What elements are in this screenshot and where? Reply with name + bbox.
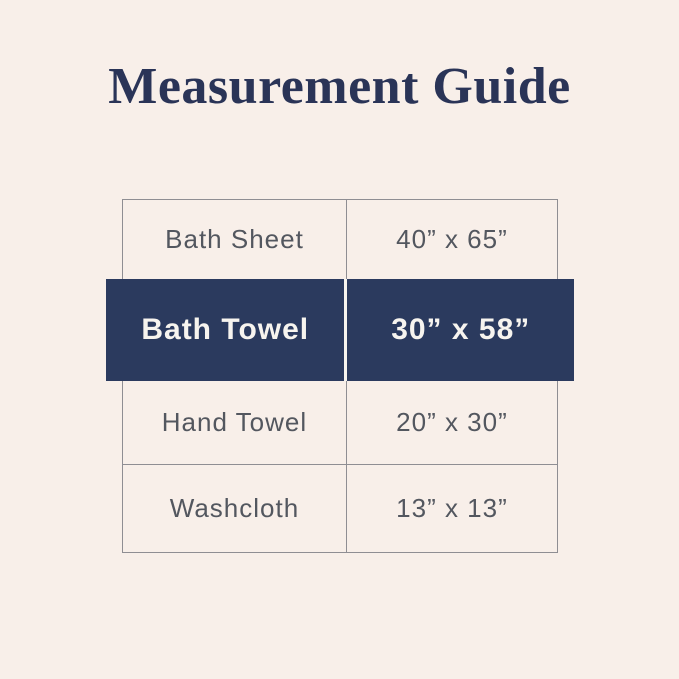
size-cell: 30” x 58” xyxy=(391,313,531,346)
page-title: Measurement Guide xyxy=(108,58,571,115)
size-cell: 20” x 30” xyxy=(396,407,508,437)
table-row xyxy=(122,381,558,465)
item-cell: Bath Towel xyxy=(106,279,347,381)
size-cell: 13” x 13” xyxy=(396,493,508,523)
measurement-table xyxy=(122,199,558,553)
table-row-highlighted xyxy=(106,279,574,381)
size-cell: 40” x 65” xyxy=(396,224,508,254)
table-row xyxy=(122,199,558,279)
item-cell: Washcloth xyxy=(123,465,347,552)
table-row xyxy=(122,465,558,553)
item-cell: Bath Sheet xyxy=(123,200,347,279)
item-cell: Hand Towel xyxy=(123,381,347,464)
